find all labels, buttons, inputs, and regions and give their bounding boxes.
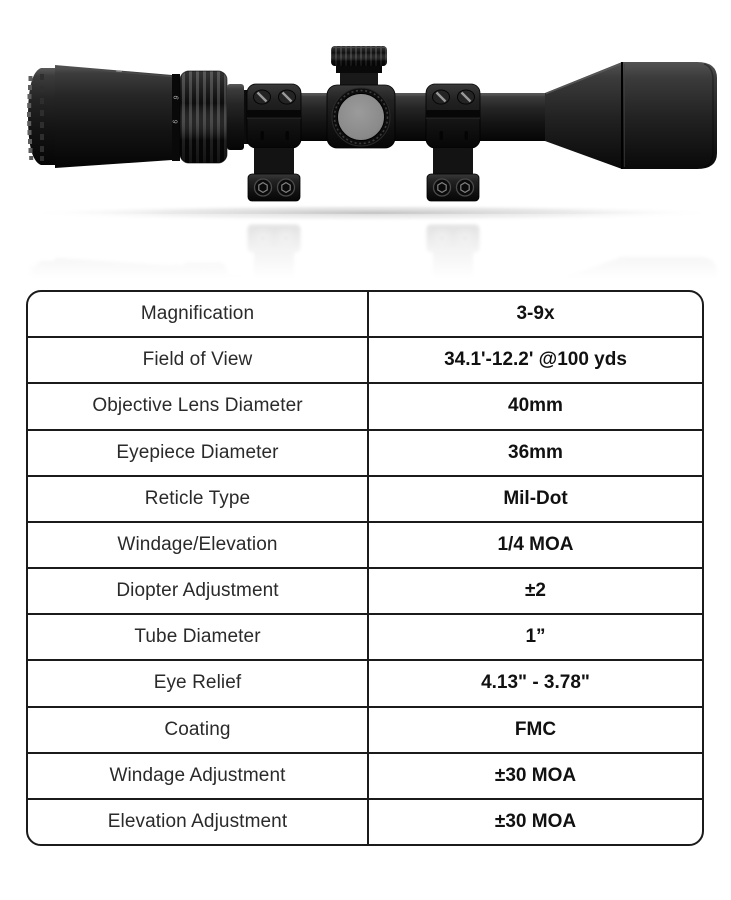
spec-label: Eye Relief [28, 661, 369, 705]
spec-table [26, 290, 704, 846]
spec-row [28, 336, 702, 382]
spec-label: Windage Adjustment [28, 754, 369, 798]
scope-ring-mount-front [426, 84, 480, 201]
elevation-turret-knob [331, 46, 387, 87]
spec-label: Tube Diameter [28, 615, 369, 659]
spec-row [28, 798, 702, 844]
spec-value: 1” [525, 626, 546, 648]
spec-value: 4.13" - 3.78" [481, 672, 590, 694]
spec-row [28, 429, 702, 475]
spec-label: Objective Lens Diameter [28, 384, 369, 428]
scope-reflection [0, 214, 731, 290]
spec-label: Reticle Type [28, 477, 369, 521]
spec-row [28, 706, 702, 752]
spec-row [28, 292, 702, 336]
spec-label: Eyepiece Diameter [28, 431, 369, 475]
rifle-scope-illustration [0, 0, 731, 290]
turret-saddle [327, 46, 395, 148]
spec-label: Elevation Adjustment [28, 800, 369, 844]
magnification-power-ring [172, 71, 252, 163]
spec-label: Field of View [28, 338, 369, 382]
spec-row [28, 521, 702, 567]
spec-row [28, 659, 702, 705]
spec-row [28, 475, 702, 521]
eyepiece-body [55, 65, 180, 168]
power-ring-digit: 6 [172, 119, 180, 125]
spec-value: 1/4 MOA [497, 533, 574, 555]
scope-ring-mount-rear [247, 84, 301, 201]
spec-value: Mil-Dot [503, 487, 568, 509]
spec-row [28, 382, 702, 428]
spec-label: Magnification [28, 292, 369, 336]
spec-value: ±30 MOA [494, 810, 577, 832]
spec-value: 36mm [508, 441, 563, 463]
spec-label: Coating [28, 708, 369, 752]
spec-value: ±30 MOA [494, 764, 577, 786]
spec-label: Windage/Elevation [28, 523, 369, 567]
spec-value: 34.1'-12.2' @100 yds [444, 349, 627, 371]
spec-row [28, 752, 702, 798]
spec-value: 3-9x [516, 303, 555, 325]
spec-row [28, 567, 702, 613]
spec-label: Diopter Adjustment [28, 569, 369, 613]
spec-value: 40mm [508, 395, 563, 417]
product-image [0, 0, 731, 290]
spec-value: FMC [514, 718, 557, 740]
windage-turret-cap [338, 94, 385, 141]
power-ring-digit: 9 [173, 95, 181, 101]
eyepiece-ribbed-ring [27, 68, 57, 165]
spec-row [28, 613, 702, 659]
objective-bell [545, 62, 717, 169]
spec-value: ±2 [525, 580, 546, 602]
